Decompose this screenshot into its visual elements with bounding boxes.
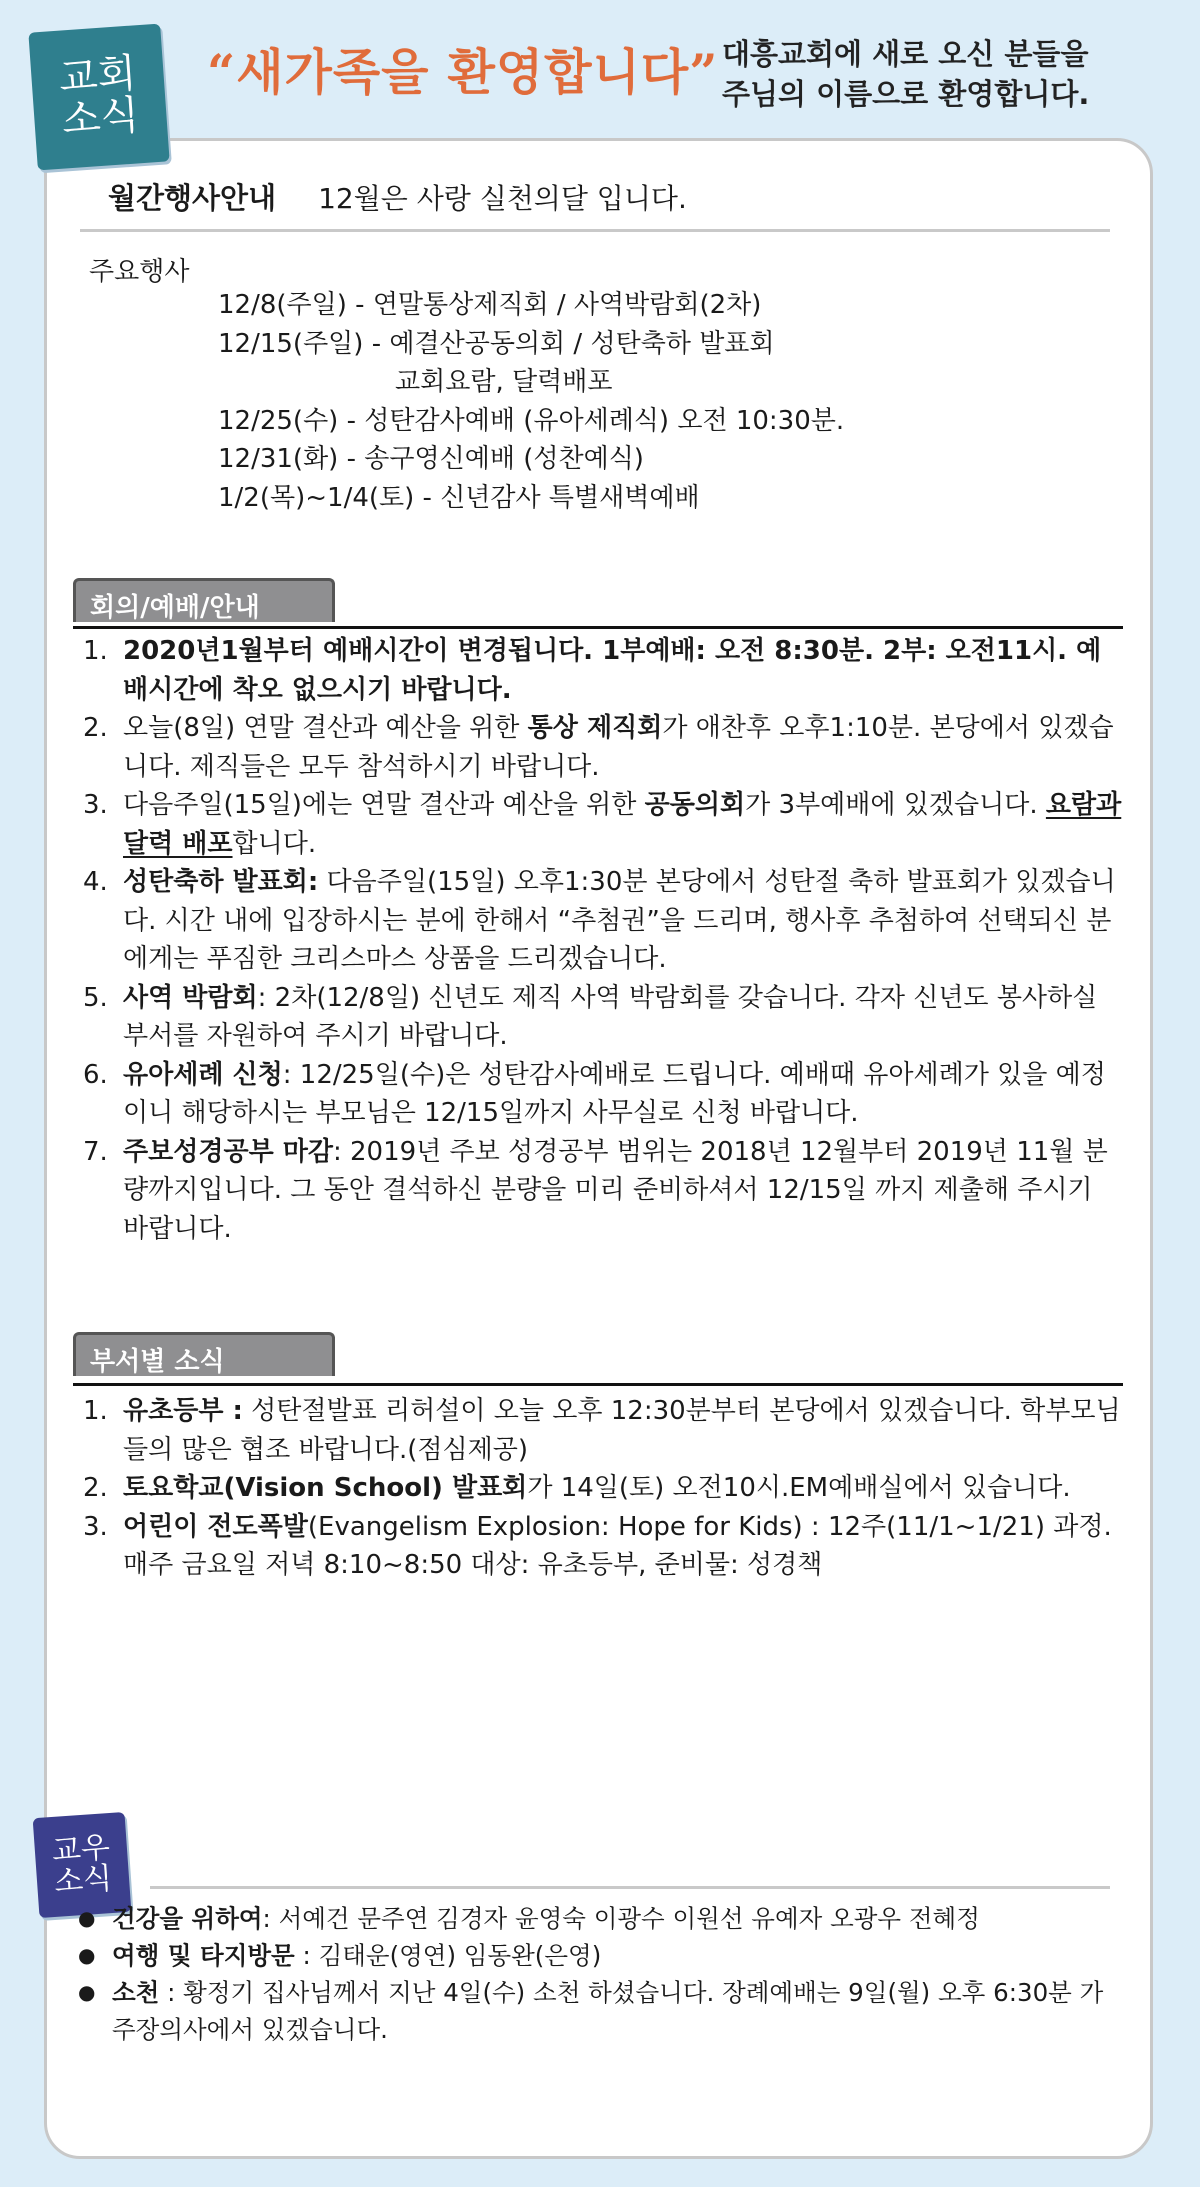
bullet-icon: ● xyxy=(78,1906,96,1930)
notice-text xyxy=(123,786,1123,863)
notice-text-part: 합니다. xyxy=(232,828,317,859)
notice-bold: 공동의회 xyxy=(644,790,746,820)
monthly-events-header xyxy=(108,176,687,217)
divider xyxy=(80,229,1110,232)
notice-item xyxy=(83,709,1123,786)
dept-bold: 토요학교(Vision School) 발표회 xyxy=(123,1473,528,1503)
monthly-theme: 12월은 사랑 실천의달 입니다. xyxy=(318,182,687,215)
event-item: 1/2(목)~1/4(토) - 신년감사 특별새벽예배 xyxy=(218,482,700,513)
bullet-icon: ● xyxy=(78,1980,96,2004)
dept-bold: 어린이 전도폭발 xyxy=(123,1511,308,1542)
notice-number: 7. xyxy=(83,1136,108,1167)
notice-bold: 2020년1월부터 예배시간이 변경됩니다. 1부예배: 오전 8:30분. 2부: 오전11시. 예배시간에 착오 없으시기 바랍니다. xyxy=(123,636,1102,705)
notice-text-part: 가 애찬후 오후1:10분. 본당에서 있겠습니다. 제직들은 모두 참석하시기 바랍니다. xyxy=(123,713,1114,782)
bullet-icon: ● xyxy=(78,1943,96,1967)
section-rule xyxy=(73,626,1123,629)
notice-underlined: 요람과 달력 배포 xyxy=(123,790,1122,859)
member-text xyxy=(112,1900,1108,1937)
member-bold: 소천 xyxy=(112,1978,160,2007)
notice-text xyxy=(123,1133,1123,1249)
notice-text-part: 가 3부예배에 있겠습니다. xyxy=(745,790,1046,820)
notice-text-part: 다음주일(15일)에는 연말 결산과 예산을 위한 xyxy=(123,790,645,820)
dept-text xyxy=(123,1508,1123,1585)
event-item: 12/8(주일) - 연말통상제직회 / 사역박람회(2차) xyxy=(218,290,762,320)
event-item: 12/31(화) - 송구영신예배 (성찬예식) xyxy=(218,444,644,474)
member-text xyxy=(112,1974,1108,2048)
dept-bold: 유초등부 : xyxy=(123,1396,243,1426)
notice-number: 1. xyxy=(83,636,108,666)
events-list xyxy=(218,286,844,517)
event-item: 12/25(수) - 성탄감사예배 (유아세례식) 오전 10:30분. xyxy=(218,405,845,436)
notice-text-part: 오늘(8일) 연말 결산과 예산을 위한 xyxy=(123,713,528,743)
notice-bold: 통상 제직회 xyxy=(527,713,663,743)
monthly-events-label: 월간행사안내 xyxy=(108,181,277,215)
notice-text-part: : 2019년 주보 성경공부 범위는 2018년 12월부터 2019년 11월 분량까지입니다. 그 동안 결석하신 분량을 미리 준비하셔서 12/15일 까지 제출해 주시기 바랍니다. xyxy=(123,1136,1108,1244)
notice-text xyxy=(123,1056,1123,1133)
badge-line2: 소식 xyxy=(60,92,141,144)
welcome-message-line2: 주님의 이름으로 환영합니다. xyxy=(722,77,1090,112)
event-item: 12/15(주일) - 예결산공동의회 / 성탄축하 발표회 xyxy=(218,328,775,359)
section-rule xyxy=(73,1383,1123,1386)
dept-text-part: 가 14일(토) 오전10시.EM예배실에서 있습니다. xyxy=(527,1473,1071,1503)
department-news xyxy=(83,1392,1123,1585)
notice-bold: 유아세례 신청 xyxy=(123,1059,283,1090)
welcome-message xyxy=(722,34,1089,114)
meeting-notices xyxy=(83,632,1123,1248)
badge-line1: 교회 xyxy=(57,50,138,102)
member-item xyxy=(78,1974,1108,2048)
event-item: 교회요람, 달력배포 xyxy=(395,367,613,397)
notice-number: 5. xyxy=(83,982,108,1013)
notice-text xyxy=(123,863,1123,979)
dept-number: 3. xyxy=(83,1511,108,1542)
badge-line1: 교우 xyxy=(50,1829,112,1869)
section-tab-meeting: 회의/예배/안내 xyxy=(73,578,335,622)
notice-number: 6. xyxy=(83,1059,108,1090)
divider xyxy=(150,1886,1110,1889)
member-text-part: : 황정기 집사님께서 지난 4일(수) 소천 하셨습니다. 장례예배는 9일(월) 오후 6:30분 가주장의사에서 있겠습니다. xyxy=(112,1978,1104,2044)
dept-number: 1. xyxy=(83,1396,108,1426)
notice-text-part: : 2차(12/8일) 신년도 제직 사역 박람회를 갖습니다. 각자 신년도 봉사하실 부서를 자원하여 주시기 바랍니다. xyxy=(123,982,1098,1051)
welcome-title: “새가족을 환영합니다” xyxy=(207,43,719,101)
dept-item xyxy=(83,1392,1123,1469)
member-text xyxy=(112,1937,1108,1974)
notice-text xyxy=(123,979,1123,1056)
welcome-message-line1: 대흥교회에 새로 오신 분들을 xyxy=(722,37,1089,71)
church-news-badge xyxy=(28,24,169,171)
notice-text-part: : 12/25일(수)은 성탄감사예배로 드립니다. 예배때 유아세례가 있을 예정이니 해당하시는 부모님은 12/15일까지 사무실로 신청 바랍니다. xyxy=(123,1059,1106,1128)
notice-text xyxy=(123,632,1123,709)
notice-item xyxy=(83,786,1123,863)
notice-item xyxy=(83,863,1123,979)
notice-bold: 주보성경공부 마감 xyxy=(123,1136,333,1167)
member-text-part: : 김태운(영연) 임동완(은영) xyxy=(294,1941,602,1970)
notice-item xyxy=(83,1133,1123,1249)
dept-text-part: (Evangelism Explosion: Hope for Kids) : 12주(11/1~1/21) 과정. 매주 금요일 저녁 8:10~8:50 대상: 유초등부, 준비물: 성경책 xyxy=(123,1511,1112,1580)
events-heading: 주요행사 xyxy=(89,257,190,287)
dept-number: 2. xyxy=(83,1473,108,1503)
notice-number: 3. xyxy=(83,790,108,820)
notice-number: 2. xyxy=(83,713,108,743)
badge-line2: 소식 xyxy=(52,1860,114,1900)
dept-text xyxy=(123,1469,1123,1508)
member-bold: 여행 및 타지방문 xyxy=(112,1941,295,1970)
member-bold: 건강을 위하여 xyxy=(112,1904,263,1933)
notice-bold: 사역 박람회 xyxy=(123,982,258,1013)
member-item xyxy=(78,1937,1108,1974)
notice-text-part: 다음주일(15일) 오후1:30분 본당에서 성탄절 축하 발표회가 있겠습니다. 시간 내에 입장하시는 분에 한해서 “추첨권”을 드리며, 행사후 추첨하여 선택되신 분에게는 푸짐한 크리스마스 상품을 드리겠습니다. xyxy=(123,867,1116,974)
dept-text xyxy=(123,1392,1123,1469)
notice-item xyxy=(83,632,1123,709)
member-news-list xyxy=(78,1900,1108,2048)
dept-item xyxy=(83,1469,1123,1508)
notice-text xyxy=(123,709,1123,786)
notice-item xyxy=(83,979,1123,1056)
dept-text-part: 성탄절발표 리허설이 오늘 오후 12:30분부터 본당에서 있겠습니다. 학부모님들의 많은 협조 바랍니다.(점심제공) xyxy=(123,1396,1121,1465)
notice-number: 4. xyxy=(83,867,108,897)
notice-bold: 성탄축하 발표회: xyxy=(123,867,319,897)
member-text-part: : 서예건 문주연 김경자 윤영숙 이광수 이원선 유예자 오광우 전혜정 xyxy=(262,1904,980,1933)
section-tab-department: 부서별 소식 xyxy=(73,1332,335,1376)
dept-item xyxy=(83,1508,1123,1585)
notice-item xyxy=(83,1056,1123,1133)
member-item xyxy=(78,1900,1108,1937)
